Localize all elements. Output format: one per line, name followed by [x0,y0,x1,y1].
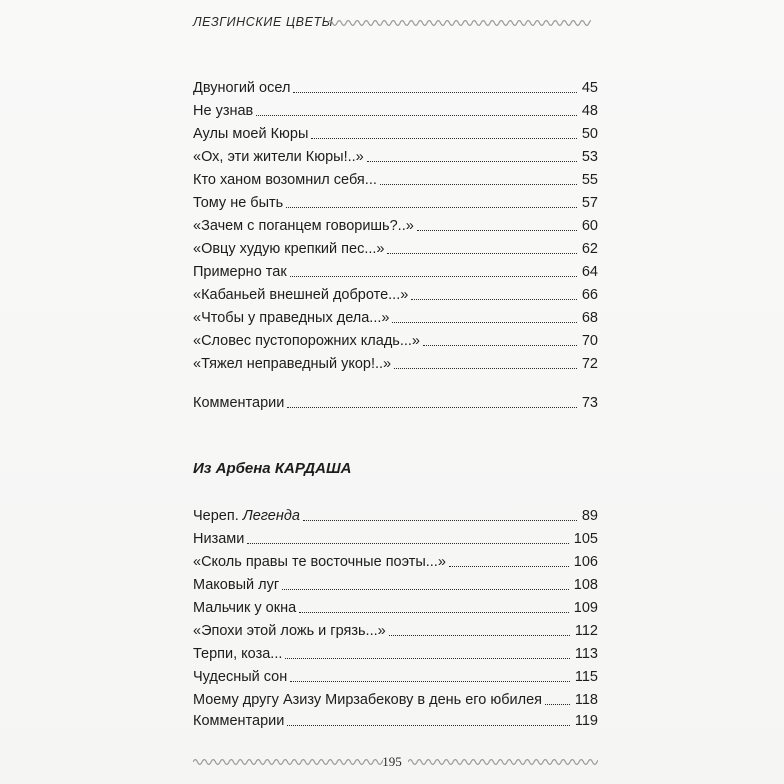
dot-leader [290,681,570,682]
toc-entry-page: 113 [574,646,598,662]
toc-entry-page: 55 [581,172,598,188]
toc-entry[interactable] [193,355,598,378]
running-head [193,15,591,37]
toc-entry-page: 48 [581,103,598,119]
toc-entry-page: 118 [574,692,598,708]
dot-leader [394,368,577,369]
dot-leader [282,589,569,590]
toc-entry-page: 68 [581,310,598,326]
toc-entry-title: «Овцу худую крепкий пес...» [193,241,385,257]
toc-entry-title: Аулы моей Кюры [193,126,309,142]
toc-entry[interactable] [193,286,598,309]
toc-entry-page: 60 [581,218,598,234]
toc-entry-page: 57 [581,195,598,211]
toc-entry-title [193,507,300,525]
toc-comments-1 [193,394,598,417]
toc-entry[interactable] [193,263,598,286]
toc-entry-page: 119 [574,713,598,729]
toc-entry[interactable] [193,599,598,622]
toc-entry-title: «Эпохи этой ложь и грязь...» [193,623,386,639]
section-heading-author: КАРДАША [274,460,352,477]
toc-entry[interactable] [193,668,598,691]
toc-entry-title: Комментарии [193,395,285,411]
toc-entry-page: 64 [581,264,598,280]
toc-entry-page: 105 [573,531,598,547]
dot-leader [287,725,570,726]
dot-leader [449,566,569,567]
toc-entry-page: 109 [573,600,598,616]
toc-entry-title: Маковый луг [193,577,280,593]
toc-entry-title: «Ох, эти жители Кюры!..» [193,149,364,165]
toc-entry-title: Низами [193,531,245,547]
toc-entry[interactable] [193,217,598,240]
section-heading [193,460,351,477]
toc-entry-page: 45 [581,80,598,96]
toc-entry-page: 66 [581,287,598,303]
toc-list-1 [193,79,598,378]
toc-entry-title: «Зачем с поганцем говоришь?..» [193,218,414,234]
toc-entry-title: Примерно так [193,264,287,280]
toc-entry[interactable] [193,79,598,102]
toc-entry-title: Моему другу Азизу Мирзабекову в день его юбилея [193,692,543,708]
toc-entry-subtitle: Легенда [242,508,300,524]
toc-entry-page: 50 [581,126,598,142]
toc-comments-2 [193,712,598,735]
toc-entry-title: «Чтобы у праведных дела...» [193,310,390,326]
toc-entry[interactable] [193,645,598,668]
dot-leader [285,658,570,659]
dot-leader [387,253,577,254]
toc-list-2 [193,507,598,714]
dot-leader [417,230,577,231]
toc-entry[interactable] [193,507,598,530]
dot-leader [290,276,577,277]
dot-leader [389,635,570,636]
toc-entry[interactable] [193,171,598,194]
toc-entry[interactable] [193,125,598,148]
dot-leader [380,184,577,185]
toc-entry[interactable] [193,102,598,125]
toc-entry-title: Не узнав [193,103,254,119]
toc-entry[interactable] [193,194,598,217]
toc-entry[interactable] [193,622,598,645]
toc-entry[interactable] [193,530,598,553]
toc-entry-title: «Тяжел неправедный укор!..» [193,356,392,372]
running-head-title: ЛЕЗГИНСКИЕ ЦВЕТЫ [193,15,334,29]
dot-leader [545,704,570,705]
toc-entry-title: «Сколь правы те восточные поэты...» [193,554,446,570]
toc-entry-page: 53 [581,149,598,165]
toc-entry-title: Терпи, коза... [193,646,283,662]
toc-entry[interactable] [193,240,598,263]
dot-leader [392,322,577,323]
toc-entry-title-main: Череп. [193,508,243,524]
toc-entry-title: Мальчик у окна [193,600,297,616]
dot-leader [311,138,577,139]
toc-entry-title: Комментарии [193,713,285,729]
toc-entry-page: 62 [581,241,598,257]
toc-entry-page: 112 [574,623,598,639]
toc-entry[interactable] [193,148,598,171]
toc-entry-comments[interactable] [193,394,598,417]
toc-entry-page: 70 [581,333,598,349]
page-number: 195 [382,754,402,769]
toc-entry-page: 115 [574,669,598,685]
toc-entry[interactable] [193,576,598,599]
dot-leader [256,115,577,116]
wave-ornament-bottom-right-icon [408,756,598,768]
toc-entry-page: 108 [573,577,598,593]
toc-entry[interactable] [193,691,598,714]
toc-entry-title: Двуногий осел [193,80,291,96]
toc-entry-title: «Словес пустопорожних кладь...» [193,333,421,349]
toc-entry-page: 106 [573,554,598,570]
dot-leader [411,299,577,300]
toc-entry-title: Чудесный сон [193,669,288,685]
dot-leader [287,407,577,408]
toc-entry-title: Кто ханом возомнил себя... [193,172,377,188]
toc-entry-page: 73 [581,395,598,411]
toc-entry-page: 89 [581,508,598,524]
toc-entry-comments[interactable] [193,712,598,735]
toc-entry[interactable] [193,553,598,576]
section-heading-prefix: Из Арбена [193,460,275,477]
dot-leader [299,612,569,613]
dot-leader [423,345,577,346]
toc-entry-title: «Кабаньей внешней доброте...» [193,287,409,303]
toc-entry[interactable] [193,332,598,355]
dot-leader [293,92,577,93]
dot-leader [303,520,577,521]
toc-entry-title: Тому не быть [193,195,284,211]
toc-entry[interactable] [193,309,598,332]
wave-ornament-icon [328,17,591,29]
dot-leader [286,207,577,208]
toc-entry-page: 72 [581,356,598,372]
dot-leader [247,543,569,544]
dot-leader [367,161,577,162]
